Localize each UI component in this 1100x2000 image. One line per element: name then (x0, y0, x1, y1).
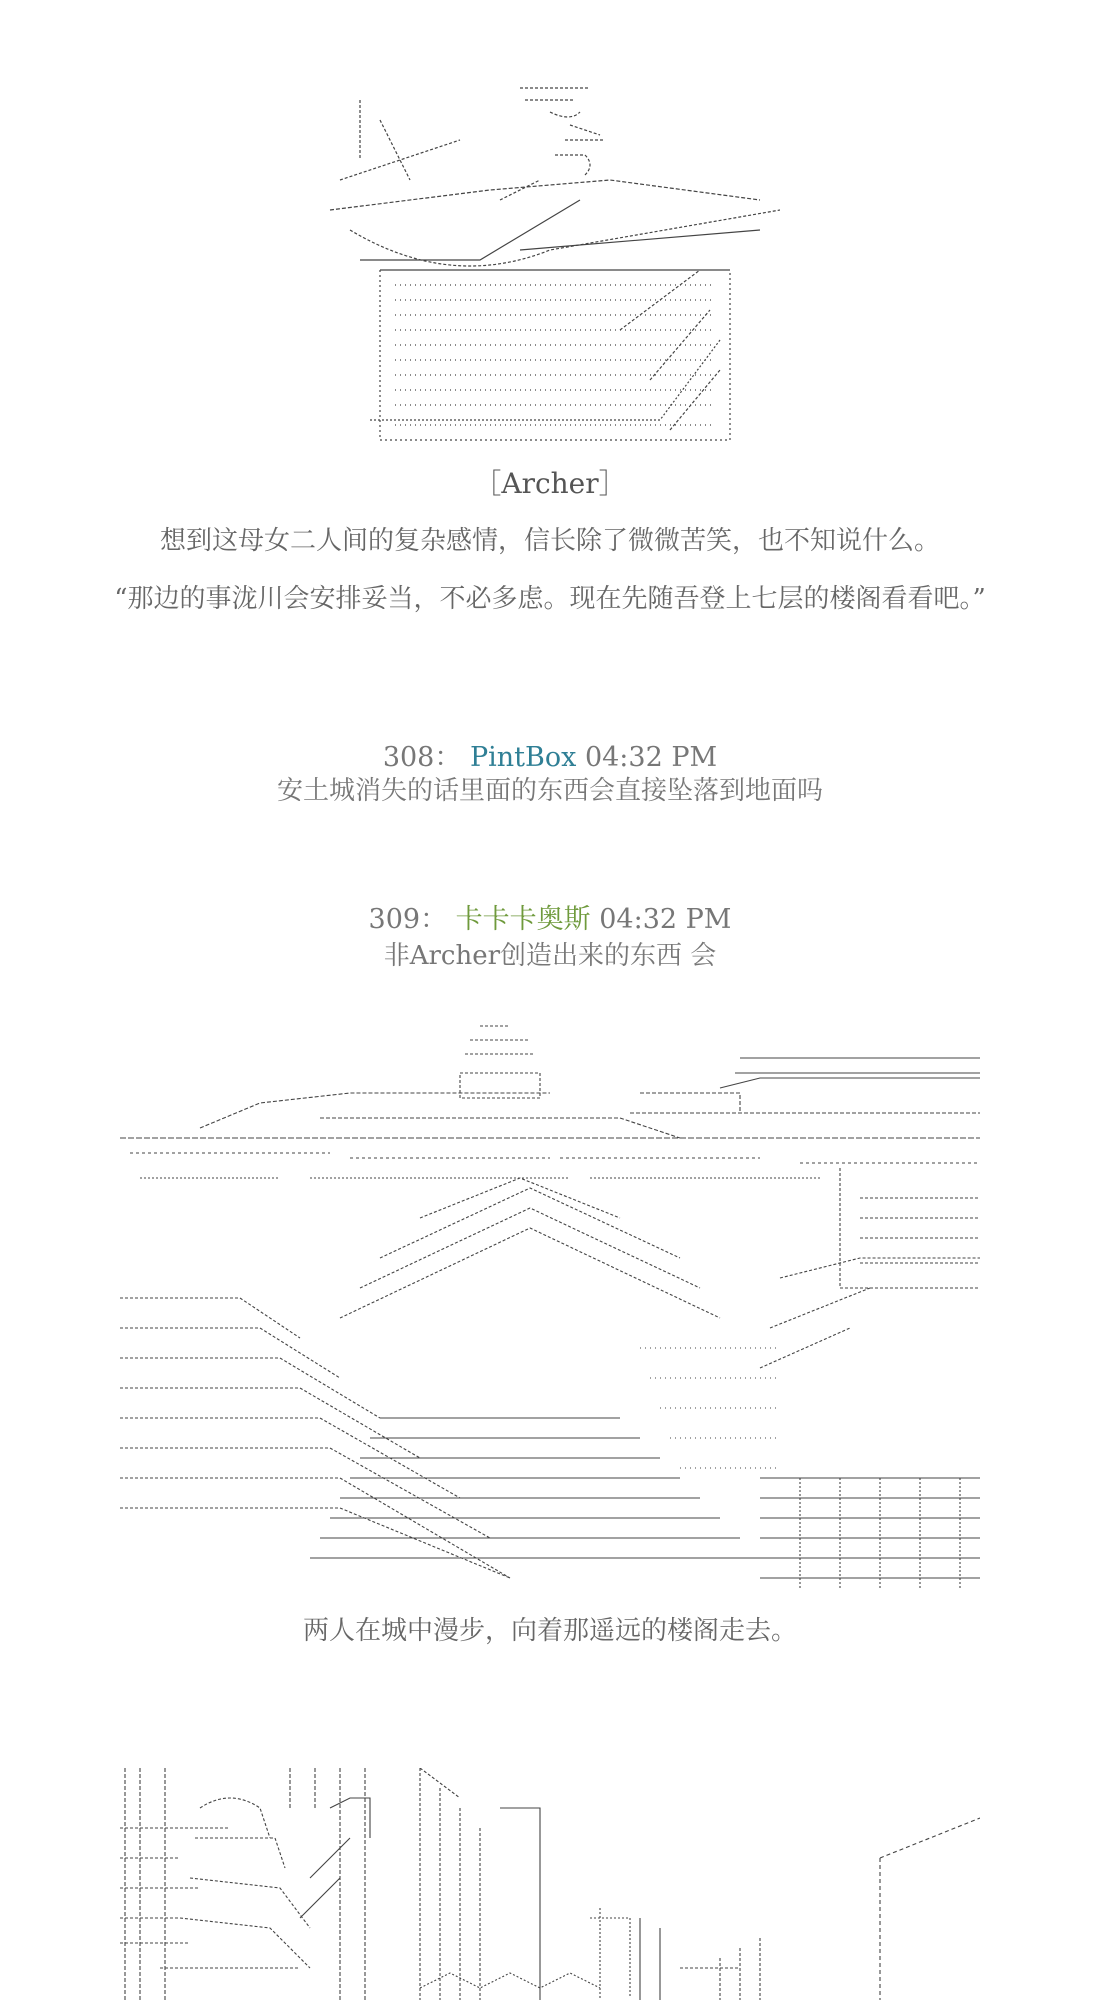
post-header (0, 735, 1100, 774)
poster-name[interactable]: PintBox (469, 742, 577, 773)
post-number: 308 (382, 742, 435, 773)
narration-line-3: 两人在城中漫步，向着那遥远的楼阁走去。 (302, 1616, 797, 1646)
poster-name[interactable]: 卡卡卡奥斯 (455, 904, 591, 935)
ascii-art-castle-tower (320, 80, 780, 460)
ascii-art-street-scene (120, 1768, 980, 2000)
narration-line-2: “那边的事泷川会安排妥当，不必多虑。现在先随吾登上七层的楼阁看看吧。” (114, 584, 986, 614)
post-separator: ： (420, 904, 448, 935)
post-time: 04:32 PM (584, 742, 718, 773)
post-message: 非Archer创造出来的东西 会 (383, 941, 717, 971)
scene-title: ［Archer］ (473, 467, 627, 500)
post-header (0, 897, 1100, 936)
post-separator: ： (434, 742, 462, 773)
ascii-art-castle-rooftops (120, 1018, 980, 1588)
post-time: 04:32 PM (599, 904, 732, 935)
post-message: 安土城消失的话里面的东西会直接坠落到地面吗 (276, 776, 823, 806)
post-number: 309 (368, 904, 421, 935)
narration-line-1: 想到这母女二人间的复杂感情，信长除了微微苦笑，也不知说什么。 (159, 526, 940, 556)
